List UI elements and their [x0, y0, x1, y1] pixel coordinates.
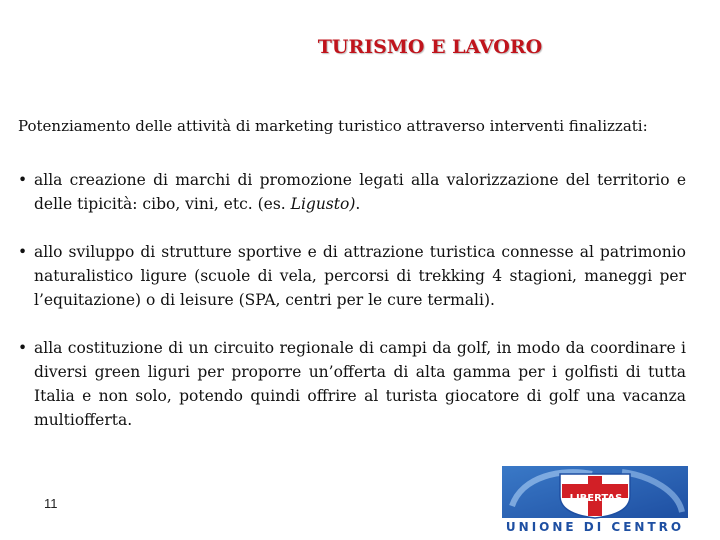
bullet-list [18, 168, 686, 456]
logo-caption: UNIONE DI CENTRO [505, 520, 685, 534]
bullet-text: allo sviluppo di strutture sportive e di attrazione turistica connesse al patrimonio naturalistico ligure (scuole di vela, percorsi di trekking 4 stagioni, maneggi per l’equitazione) o di leisure (SPA, centri per le cure termali). [34, 243, 686, 309]
bullet-marker: • [18, 339, 28, 357]
intro-paragraph: Potenziamento delle attività di marketing turistico attraverso interventi finalizzati: [18, 117, 648, 135]
bullet-item [18, 168, 686, 216]
bullet-marker: • [18, 243, 28, 261]
bullet-item [18, 240, 686, 312]
slide-title: TURISMO E LAVORO [317, 36, 543, 58]
bullet-item [18, 336, 686, 432]
bullet-emphasis: Ligusto) [290, 195, 356, 213]
bullet-marker: • [18, 171, 28, 189]
page-number: 11 [44, 496, 58, 511]
logo-shield-label: LIBERTAS [569, 493, 623, 504]
bullet-text-end: . [355, 195, 361, 213]
bullet-text: alla costituzione di un circuito regionale di campi da golf, in modo da coordinare i diversi green liguri per proporre un’offerta di alta gamma per i golfisti di tutta Italia e non solo, potendo quindi offrire al turista giocatore di golf una vacanza multiofferta. [34, 339, 686, 429]
bullet-text: alla creazione di marchi di promozione legati alla valorizzazione del territorio e delle tipicità: cibo, vini, etc. (es. [34, 171, 686, 213]
